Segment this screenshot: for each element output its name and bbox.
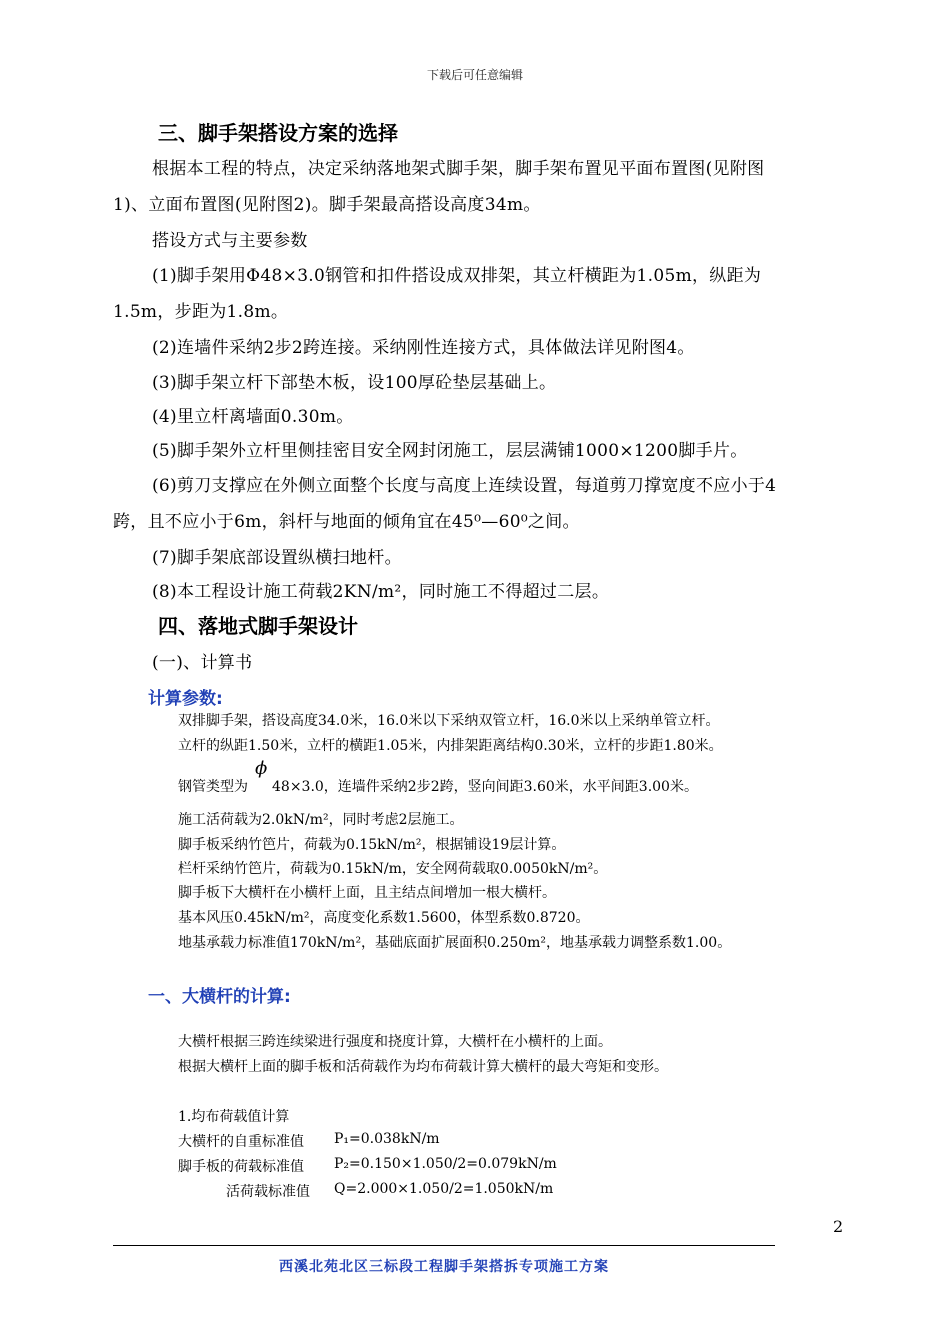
calc-line: 脚手板采纳竹笆片，荷载为0.15kN/m²，根据铺设19层计算。	[178, 837, 566, 853]
load-label: 大横杆的自重标准值	[178, 1134, 304, 1150]
beam-sub-heading: 1.均布荷载值计算	[178, 1109, 290, 1125]
calc-line: 基本风压0.45kN/m²，高度变化系数1.5600，体型系数0.8720。	[178, 910, 590, 926]
item7: (7)脚手架底部设置纵横扫地杆。	[152, 548, 402, 568]
calc-line: 立杆的纵距1.50米，立杆的横距1.05米，内排架距离结构0.30米，立杆的步距1.80米。	[178, 738, 723, 754]
footer-title: 西溪北苑北区三标段工程脚手架搭拆专项施工方案	[279, 1259, 609, 1275]
load-label: 活荷载标准值	[226, 1184, 310, 1200]
calc-line: 脚手板下大横杆在小横杆上面，且主结点间增加一根大横杆。	[178, 885, 556, 901]
load-value: Q=2.000×1.050/2=1.050kN/m	[334, 1181, 554, 1197]
item1-line1: (1)脚手架用Φ48×3.0钢管和扣件搭设成双排架，其立杆横距为1.05m，纵距为	[152, 266, 762, 286]
footer-divider	[113, 1245, 775, 1246]
load-label: 脚手板的荷载标准值	[178, 1159, 304, 1175]
item1-line2: 1.5m，步距为1.8m。	[113, 302, 289, 322]
item6-line1: (6)剪刀支撑应在外侧立面整个长度与高度上连续设置，每道剪刀撑宽度不应小于4	[152, 476, 777, 496]
phi-symbol: ϕ	[255, 758, 268, 779]
calc-line: 钢管类型为	[178, 779, 248, 795]
beam-desc: 根据大横杆上面的脚手板和活荷载作为均布荷载计算大横杆的最大弯矩和变形。	[178, 1059, 668, 1075]
calc-line: 地基承载力标准值170kN/m²，基础底面扩展面积0.250m²，地基承载力调整系数1.00。	[178, 935, 732, 951]
calc-line: 双排脚手架，搭设高度34.0米，16.0米以下采纳双管立杆，16.0米以上采纳单管立杆。	[178, 713, 720, 729]
calc-params-heading: 计算参数:	[148, 689, 223, 709]
item3: (3)脚手架立杆下部垫木板，设100厚砼垫层基础上。	[152, 373, 557, 393]
load-value: P₁=0.038kN/m	[334, 1131, 440, 1147]
section3-title: 三、脚手架搭设方案的选择	[158, 121, 398, 145]
header-note: 下载后可任意编辑	[426, 68, 523, 82]
section3-intro-line2: 1)、立面布置图(见附图2)。脚手架最高搭设高度34m。	[113, 195, 541, 215]
load-value: P₂=0.150×1.050/2=0.079kN/m	[334, 1156, 557, 1172]
item5: (5)脚手架外立杆里侧挂密目安全网封闭施工，层层满铺1000×1200脚手片。	[152, 441, 748, 461]
section4-title: 四、落地式脚手架设计	[158, 614, 358, 638]
params-heading: 搭设方式与主要参数	[152, 231, 308, 251]
beam-desc: 大横杆根据三跨连续梁进行强度和挠度计算，大横杆在小横杆的上面。	[178, 1034, 612, 1050]
calc-line: 48×3.0，连墙件采纳2步2跨，竖向间距3.60米，水平间距3.00米。	[272, 779, 698, 795]
item4: (4)里立杆离墙面0.30m。	[152, 407, 354, 427]
item2: (2)连墙件采纳2步2跨连接。采纳刚性连接方式，具体做法详见附图4。	[152, 338, 695, 358]
calc-line: 栏杆采纳竹笆片，荷载为0.15kN/m，安全网荷载取0.0050kN/m²。	[178, 861, 608, 877]
calc-line: 施工活荷载为2.0kN/m²，同时考虑2层施工。	[178, 812, 464, 828]
section3-intro-line1: 根据本工程的特点，决定采纳落地架式脚手架，脚手架布置见平面布置图(见附图	[152, 159, 765, 179]
page-number: 2	[833, 1217, 844, 1236]
item6-line2: 跨，且不应小于6m，斜杆与地面的倾角宜在45⁰—60⁰之间。	[113, 512, 580, 532]
section4-sub: (一)、计算书	[152, 653, 253, 673]
beam-section-title: 一、大横杆的计算:	[148, 987, 291, 1007]
item8: (8)本工程设计施工荷载2KN/m²，同时施工不得超过二层。	[152, 582, 610, 602]
